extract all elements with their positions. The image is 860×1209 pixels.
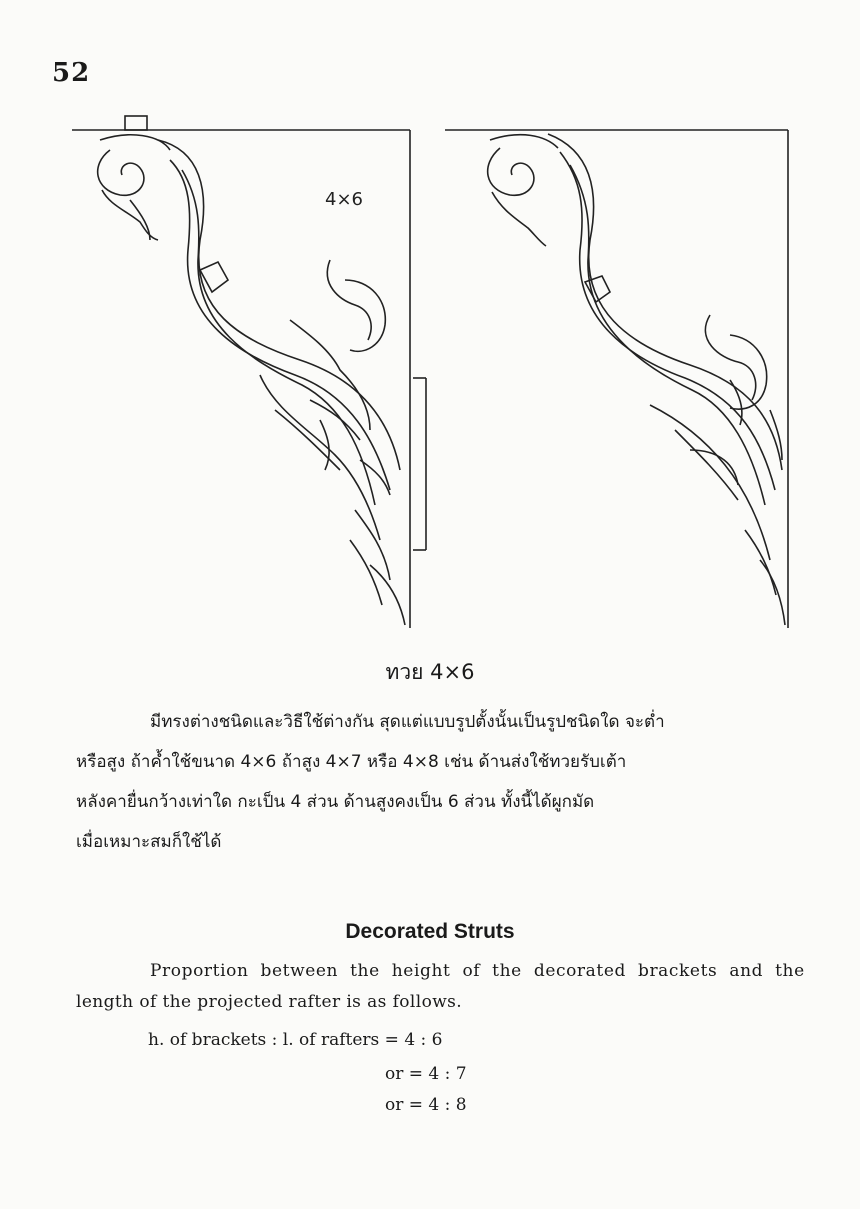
thai-paragraph-line-2: หรือสูง ถ้าค้ำใช้ขนาด 4×6 ถ้าสูง 4×7 หรือ 4×8 เช่น ด้านส่งใช้ทวยรับเต้า — [76, 752, 627, 772]
section-heading: Decorated Struts — [345, 920, 515, 943]
page-number: 52 — [52, 58, 91, 88]
ratio-line-3: or = 4 : 8 — [385, 1095, 467, 1115]
left-bracket-drawing — [72, 116, 426, 628]
english-paragraph-line-1: Proportion between the height of the decorated brackets and the — [150, 961, 805, 981]
thai-paragraph-line-1: มีทรงต่างชนิดและวิธีใช้ต่างกัน สุดแต่แบบรูปตั้งนั้นเป็นรูปชนิดใด จะต่ำ — [150, 712, 665, 732]
thai-paragraph-line-4: เมื่อเหมาะสมก็ใช้ได้ — [76, 832, 222, 852]
figure-caption: ทวย 4×6 — [385, 660, 475, 684]
dimension-label: 4×6 — [325, 189, 363, 210]
bracket-illustration — [70, 110, 800, 640]
bracket-drawings — [70, 110, 800, 640]
thai-paragraph-line-3: หลังคายื่นกว้างเท่าใด กะเป็น 4 ส่วน ด้านสูงคงเป็น 6 ส่วน ทั้งนี้ได้ผูกมัด — [76, 792, 595, 812]
right-bracket-drawing — [445, 130, 788, 628]
ratio-line-2: or = 4 : 7 — [385, 1064, 467, 1084]
english-paragraph-line-2: length of the projected rafter is as follows. — [76, 992, 463, 1012]
ratio-line-1: h. of brackets : l. of rafters = 4 : 6 — [148, 1030, 443, 1050]
